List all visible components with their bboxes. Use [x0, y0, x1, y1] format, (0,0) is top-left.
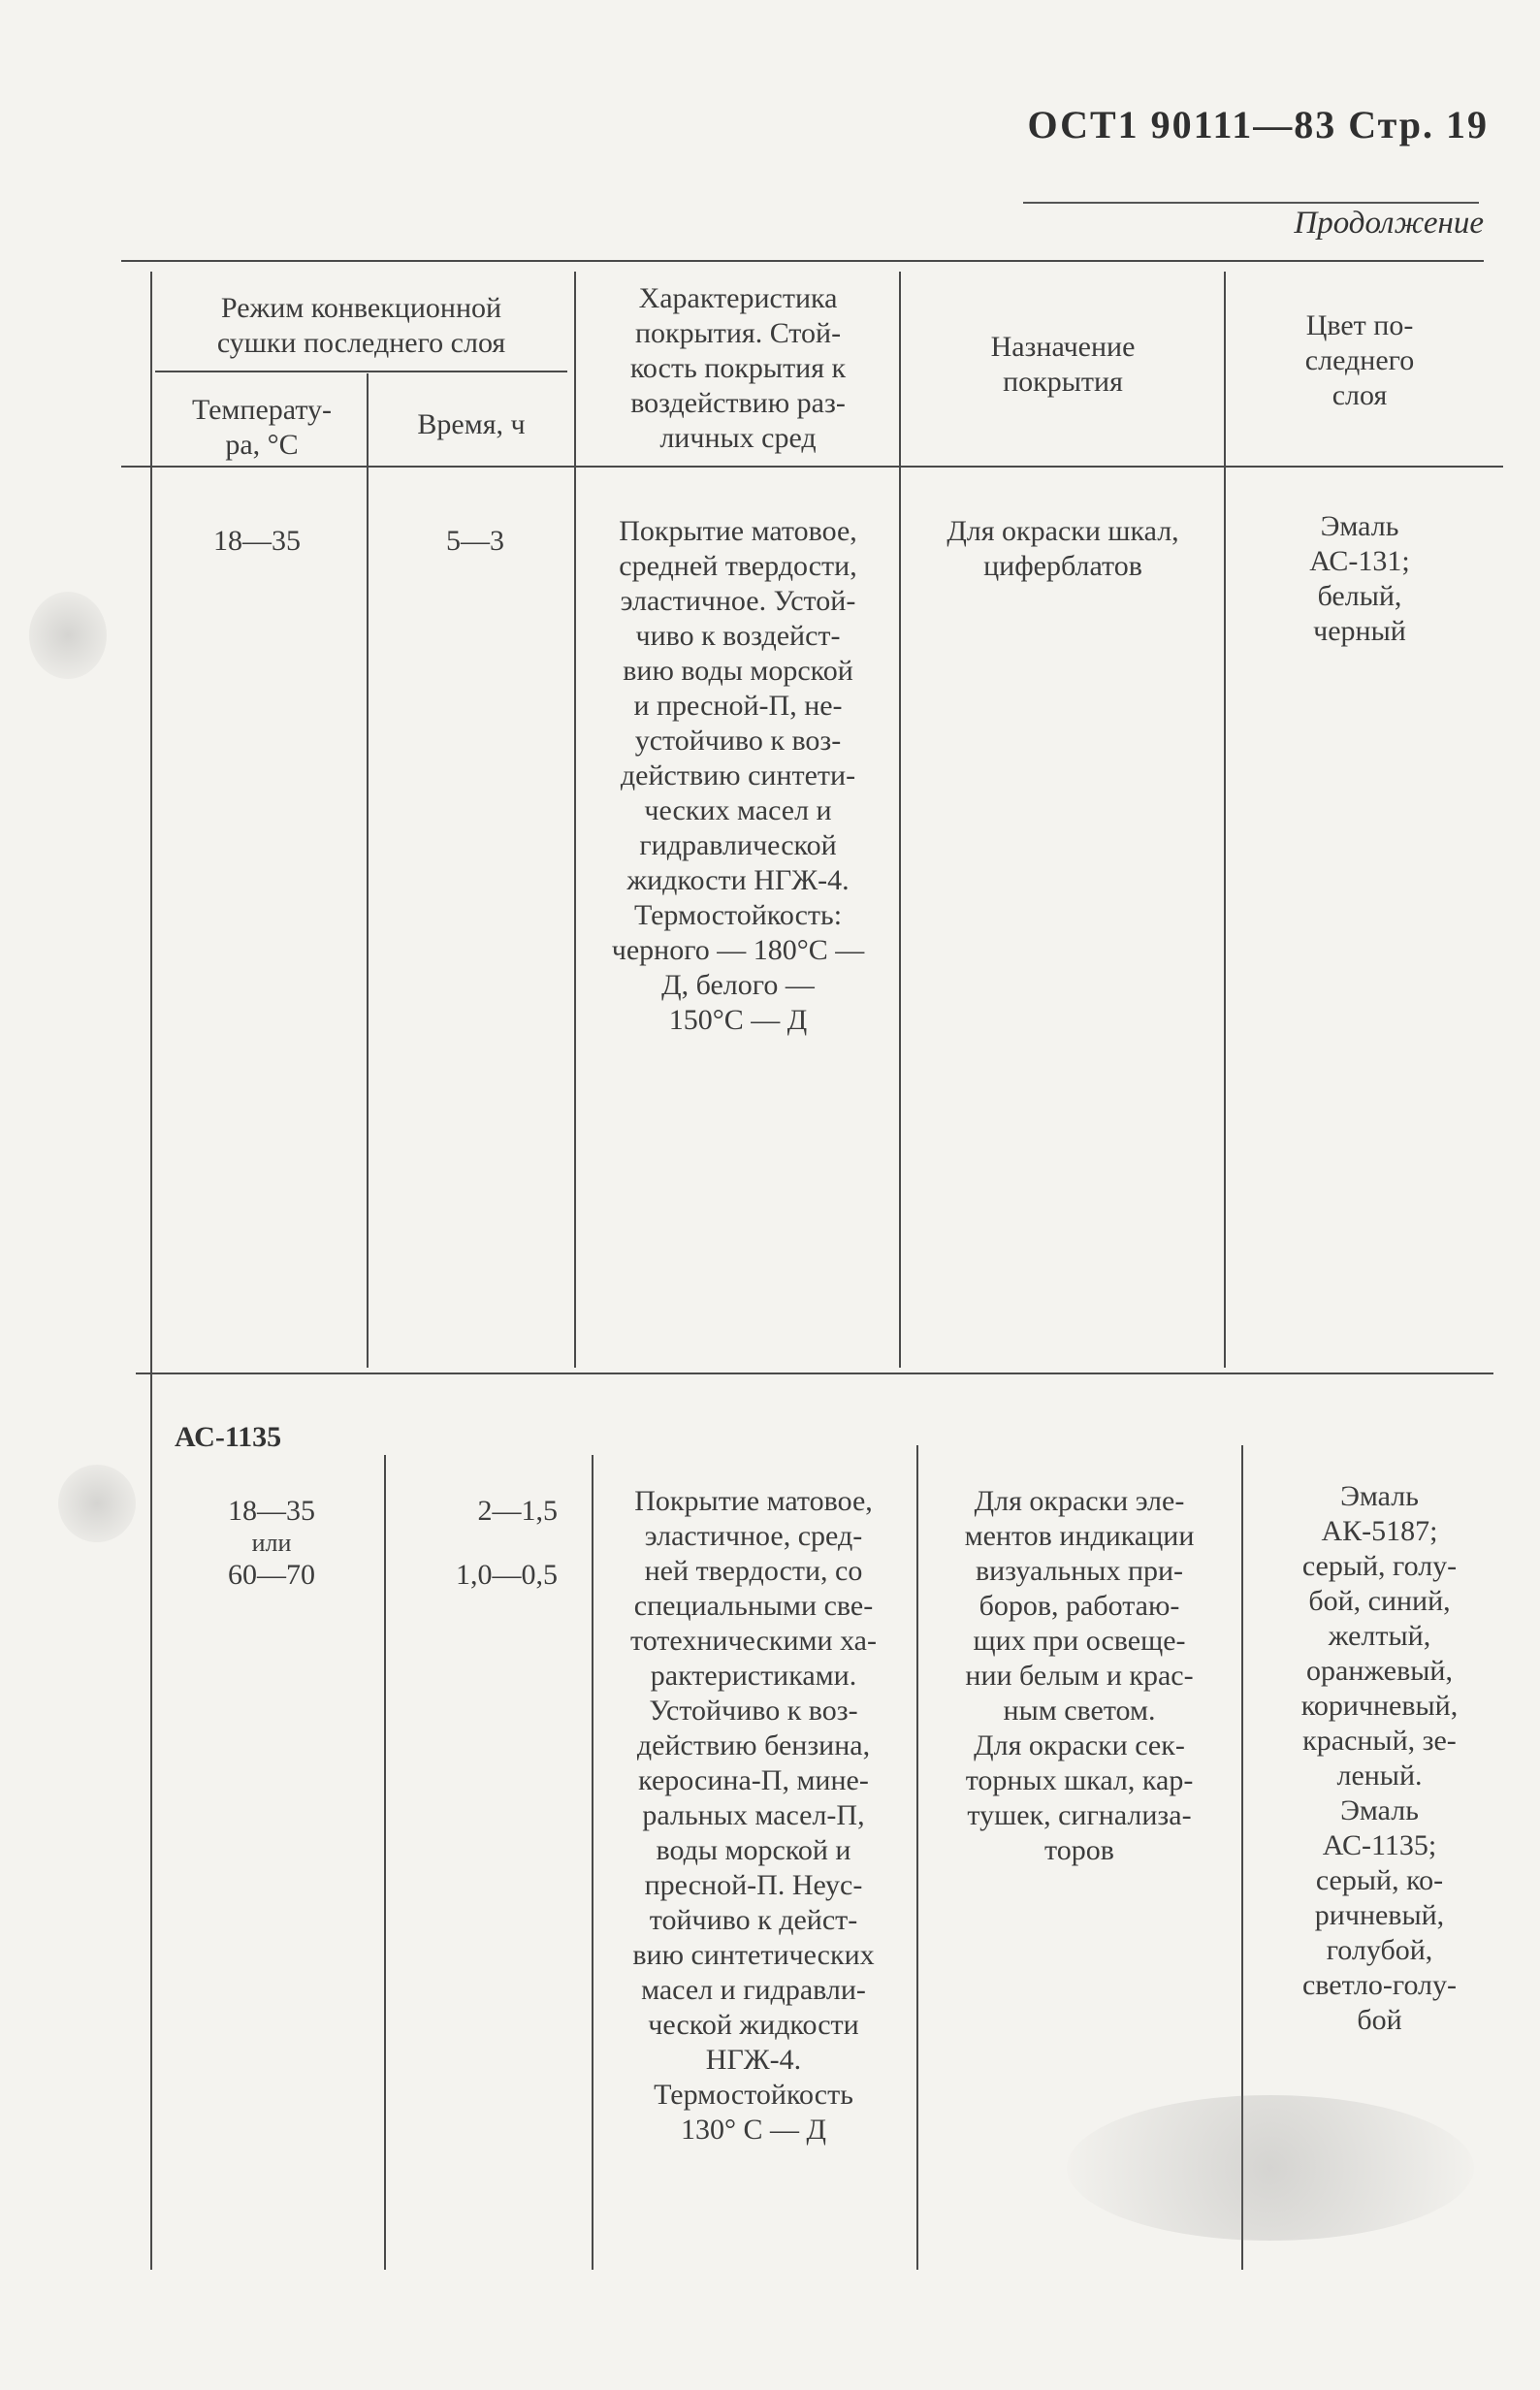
continuation-label: Продолжение	[1294, 206, 1484, 241]
row2-characteristic-line: ральных масел-П,	[642, 1799, 865, 1831]
header-purpose-line: покрытия	[1003, 366, 1123, 398]
table-top-border	[121, 260, 1484, 262]
row2-temperature-line: 60—70	[228, 1559, 315, 1591]
row1-characteristic-line: вию воды морской	[623, 655, 853, 687]
row2-color-line: АК-5187;	[1321, 1515, 1438, 1547]
row1-color-line: АС-131;	[1309, 545, 1410, 577]
row2-color-line: Эмаль	[1340, 1794, 1419, 1826]
table-left-border	[150, 272, 152, 2270]
row1-characteristic-line: черного — 180°С —	[611, 934, 865, 966]
row1-purpose	[904, 514, 1222, 584]
header-color-line: Цвет по-	[1305, 309, 1414, 341]
header-drying-mode-line: сушки последнего слоя	[216, 327, 506, 359]
row2-characteristic-line: Покрытие матовое,	[634, 1485, 873, 1517]
header-purpose	[904, 330, 1222, 400]
header-temperature	[160, 393, 364, 463]
row1-color-line: белый,	[1317, 580, 1402, 612]
header-time: Время, ч	[417, 408, 526, 440]
row2-characteristic-line: ческой жидкости	[648, 2009, 859, 2041]
row1-characteristic-line: устойчиво к воз-	[634, 725, 842, 757]
header-drying-mode-line: Режим конвекционной	[220, 292, 502, 324]
row2-purpose-line: ментов индикации	[964, 1520, 1195, 1552]
row2-color-line: бой	[1357, 2004, 1402, 2036]
row2-time	[388, 1494, 558, 1593]
col-divider-temp-time-2	[384, 1455, 386, 2270]
row2-characteristic-line: пресной-П. Неус-	[644, 1869, 863, 1901]
row1-purpose-line: циферблатов	[983, 550, 1142, 582]
row2-purpose-line: ным светом.	[1003, 1695, 1156, 1727]
scan-smudge	[29, 592, 107, 679]
row2-time-line: 2—1,5	[477, 1495, 558, 1527]
row1-temperature: 18—35	[213, 525, 301, 557]
header-characteristic-line: кость покрытия к	[629, 352, 847, 384]
row1-characteristic-line: Д, белого —	[661, 969, 815, 1001]
row2-color-line: серый, голу-	[1301, 1550, 1458, 1582]
row2-color-line: леный.	[1336, 1760, 1423, 1792]
row2-characteristic-line: специальными све-	[633, 1590, 874, 1622]
row1-color-line: Эмаль	[1320, 510, 1399, 542]
row2-time-line: 1,0—0,5	[456, 1559, 558, 1591]
header-color	[1229, 308, 1491, 413]
row1-characteristic-line: Покрытие матовое,	[619, 515, 857, 547]
header-sub-divider	[155, 371, 567, 372]
row1-purpose-line: Для окраски шкал,	[946, 515, 1179, 547]
row2-characteristic-line: действию бензина,	[636, 1729, 871, 1761]
row2-time-line	[388, 1529, 558, 1558]
row2-color	[1246, 1479, 1513, 2038]
row2-characteristic-line: Термостойкость	[654, 2079, 853, 2111]
row1-characteristic-line: средней твердости,	[619, 550, 857, 582]
row1-characteristic-line: и пресной-П, не-	[633, 690, 843, 722]
row2-purpose-line: боров, работаю-	[979, 1590, 1180, 1622]
header-color-line: слоя	[1331, 379, 1388, 411]
header-characteristic-line: личных сред	[659, 422, 817, 454]
row2-purpose-line: Для окраски эле-	[974, 1485, 1185, 1517]
row2-characteristic-line: Устойчиво к воз-	[649, 1695, 858, 1727]
document-code-header: ОСТ1 90111—83 Стр. 19	[1027, 103, 1489, 146]
row2-purpose-line: нии белым и крас-	[965, 1660, 1194, 1692]
scan-smudge	[1067, 2095, 1474, 2241]
row2-temperature	[170, 1494, 373, 1593]
row2-characteristic-line: воды морской и	[656, 1834, 851, 1866]
row2-characteristic-line: рактеристиками.	[650, 1660, 857, 1692]
row2-characteristic-line: ней твердости, со	[644, 1555, 863, 1587]
header-color-line: следнего	[1304, 344, 1415, 376]
row2-temperature-line: 18—35	[228, 1495, 315, 1527]
row-divider	[136, 1373, 1493, 1374]
row2-purpose-line: щих при освеще-	[973, 1625, 1186, 1657]
row2-color-line: АС-1135;	[1322, 1829, 1437, 1861]
row1-characteristic-line: действию синтети-	[620, 759, 856, 791]
row2-temperature-line: или	[251, 1529, 292, 1557]
col-divider-char-purpose	[899, 272, 901, 1368]
row2-color-line: бой, синий,	[1308, 1585, 1451, 1617]
header-temperature-line: ра, °С	[225, 429, 299, 461]
row1-characteristic-line: ческих масел и	[644, 794, 832, 826]
row1-characteristic-line: 150°С — Д	[668, 1004, 808, 1036]
row1-color	[1229, 509, 1491, 649]
row2-color-line: светло-голу-	[1301, 1969, 1458, 2001]
row1-characteristic-line: гидравлической	[639, 829, 837, 861]
row2-characteristic-line: масел и гидравли-	[641, 1974, 866, 2006]
header-drying-mode	[155, 291, 567, 361]
header-bottom-border	[121, 466, 1503, 468]
row2-characteristic-line: тотехническими ха-	[629, 1625, 877, 1657]
row1-characteristic-line: эластичное. Устой-	[620, 585, 856, 617]
row2-characteristic-line: 130° С — Д	[681, 2114, 826, 2146]
header-temperature-line: Температу-	[191, 394, 333, 426]
header-purpose-line: Назначение	[990, 331, 1136, 363]
row2-purpose-line: торов	[1044, 1834, 1114, 1866]
row2-color-line: желтый,	[1328, 1620, 1431, 1652]
row1-characteristic-line: жидкости НГЖ-4.	[626, 864, 850, 896]
row2-characteristic-line: керосина-П, мине-	[638, 1764, 869, 1796]
row2-characteristic-line: НГЖ-4.	[705, 2044, 802, 2076]
row2-color-line: красный, зе-	[1302, 1725, 1457, 1757]
col-divider-purpose-color	[1224, 272, 1226, 1368]
header-underline	[1023, 202, 1479, 204]
row2-purpose-line: тушек, сигнализа-	[967, 1799, 1192, 1831]
row2-purpose-line: Для окраски сек-	[974, 1729, 1185, 1761]
col-divider-temp-time	[367, 373, 369, 1368]
row2-color-line: ричневый,	[1314, 1899, 1445, 1931]
header-characteristic	[579, 281, 897, 456]
row2-purpose	[919, 1484, 1239, 1868]
row1-time: 5—3	[446, 525, 504, 557]
row2-characteristic-line: тойчиво к дейст-	[649, 1904, 858, 1936]
col-divider-time-char	[574, 272, 576, 1368]
row2-purpose-line: визуальных при-	[975, 1555, 1184, 1587]
scan-smudge	[58, 1465, 136, 1542]
row1-characteristic-line: Термостойкость:	[633, 899, 843, 931]
row2-purpose-line: торных шкал, кар-	[965, 1764, 1194, 1796]
row1-color-line: черный	[1313, 615, 1406, 647]
row2-color-line: голубой,	[1326, 1934, 1433, 1966]
col-divider-char-purpose-2	[916, 1445, 918, 2270]
row2-characteristic	[594, 1484, 914, 2148]
row1-characteristic	[579, 514, 897, 1038]
row2-color-line: Эмаль	[1340, 1480, 1419, 1512]
header-characteristic-line: покрытия. Стой-	[634, 317, 842, 349]
row2-characteristic-line: эластичное, сред-	[644, 1520, 863, 1552]
row2-color-line: коричневый,	[1300, 1690, 1459, 1722]
header-characteristic-line: Характеристика	[638, 282, 838, 314]
section-label: АС-1135	[175, 1421, 282, 1453]
row2-color-line: оранжевый,	[1306, 1655, 1453, 1687]
header-characteristic-line: воздействию раз-	[630, 387, 846, 419]
row1-characteristic-line: чиво к воздейст-	[635, 620, 841, 652]
row2-color-line: серый, ко-	[1315, 1864, 1444, 1896]
row2-characteristic-line: вию синтетических	[632, 1939, 875, 1971]
